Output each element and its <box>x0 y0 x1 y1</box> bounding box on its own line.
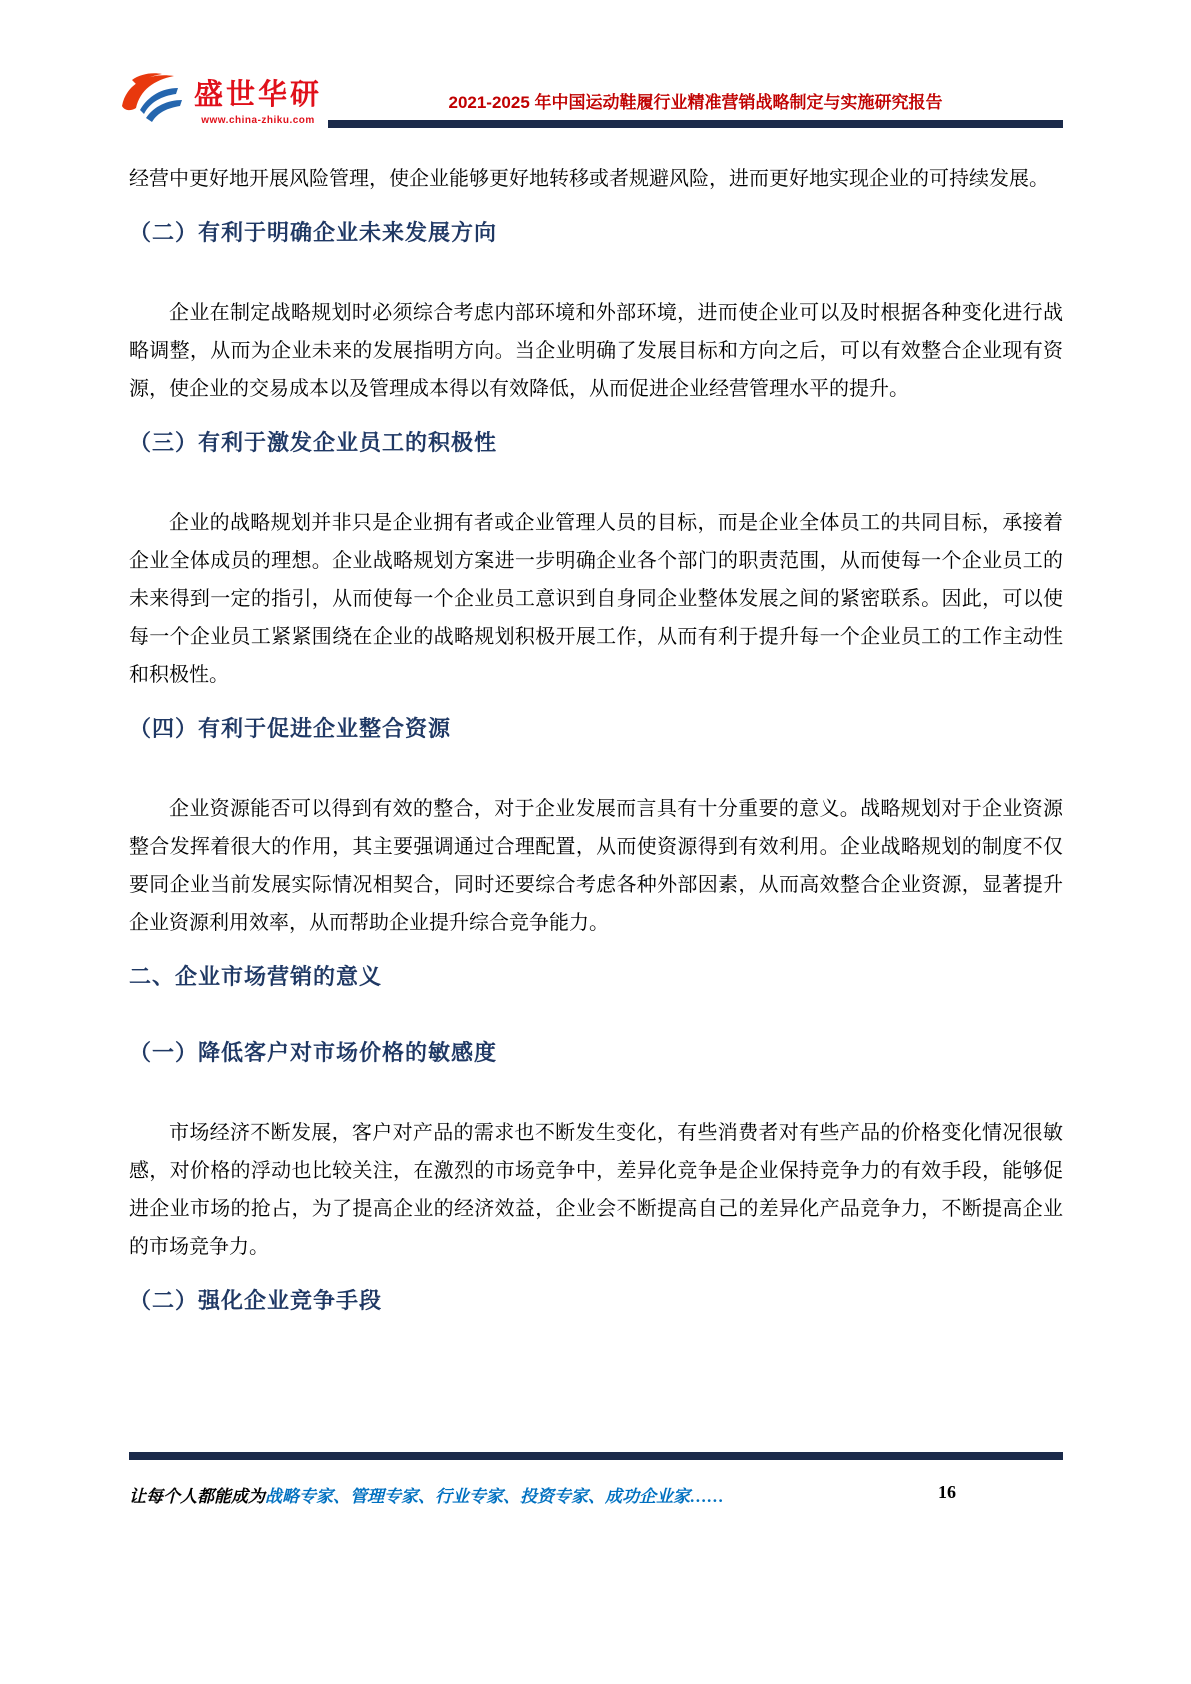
header-title-area <box>328 88 1063 128</box>
page-footer <box>129 1452 1063 1506</box>
footer-motto-prefix: 让每个人都能成为 <box>129 1487 265 1506</box>
section-heading: （二）强化企业竞争手段 <box>129 1288 383 1313</box>
body-paragraph: 企业资源能否可以得到有效的整合，对于企业发展而言具有十分重要的意义。战略规划对于企业资源整合发挥着很大的作用，其主要强调通过合理配置，从而使资源得到有效利用。企业战略规划的制度不仅要同企业当前发展实际情况相契合，同时还要综合考虑各种外部因素，从而高效整合企业资源，显著提升企业资源利用效率，从而帮助企业提升综合竞争能力。 <box>129 798 1063 934</box>
chapter-heading: 二、企业市场营销的意义 <box>129 964 383 989</box>
body-paragraph: 经营中更好地开展风险管理，使企业能够更好地转移或者规避风险，进而更好地实现企业的可持续发展。 <box>129 168 1049 190</box>
company-name: 盛世华研 <box>194 79 323 111</box>
section-heading: （四）有利于促进企业整合资源 <box>129 716 452 741</box>
document-body <box>0 128 1191 1316</box>
report-title: 2021-2025 年中国运动鞋履行业精准营销战略制定与实施研究报告 <box>448 93 943 112</box>
footer-motto <box>129 1487 724 1506</box>
body-paragraph: 市场经济不断发展，客户对产品的需求也不断发生变化，有些消费者对有些产品的价格变化情况很敏感，对价格的浮动也比较关注，在激烈的市场竞争中，差异化竞争是企业保持竞争力的有效手段，能够促进企业市场的抢占，为了提高企业的经济效益，企业会不断提高自己的差异化产品竞争力，不断提高企业的市场竞争力。 <box>129 1122 1063 1258</box>
page-header <box>0 0 1191 128</box>
header-rule <box>328 120 1063 128</box>
body-paragraph: 企业在制定战略规划时必须综合考虑内部环境和外部环境，进而使企业可以及时根据各种变化进行战略调整，从而为企业未来的发展指明方向。当企业明确了发展目标和方向之后，可以有效整合企业现有资源，使企业的交易成本以及管理成本得以有效降低，从而促进企业经营管理水平的提升。 <box>129 302 1063 400</box>
company-website: www.china-zhiku.com <box>201 115 315 126</box>
section-heading: （三）有利于激发企业员工的积极性 <box>129 430 498 455</box>
company-logo-text <box>194 72 322 126</box>
company-logo <box>118 70 328 128</box>
page-number: 16 <box>938 1482 956 1502</box>
section-heading: （二）有利于明确企业未来发展方向 <box>129 220 498 245</box>
company-logo-icon <box>118 70 188 128</box>
footer-motto-highlight: 战略专家、管理专家、行业专家、投资专家、成功企业家…… <box>265 1487 724 1506</box>
footer-line <box>129 1482 1063 1506</box>
footer-rule <box>129 1452 1063 1460</box>
section-heading: （一）降低客户对市场价格的敏感度 <box>129 1040 498 1065</box>
body-paragraph: 企业的战略规划并非只是企业拥有者或企业管理人员的目标，而是企业全体员工的共同目标，承接着企业全体成员的理想。企业战略规划方案进一步明确企业各个部门的职责范围，从而使每一个企业员工的未来得到一定的指引，从而使每一个企业员工意识到自身同企业整体发展之间的紧密联系。因此，可以使每一个企业员工紧紧围绕在企业的战略规划积极开展工作，从而有利于提升每一个企业员工的工作主动性和积极性。 <box>129 512 1063 686</box>
